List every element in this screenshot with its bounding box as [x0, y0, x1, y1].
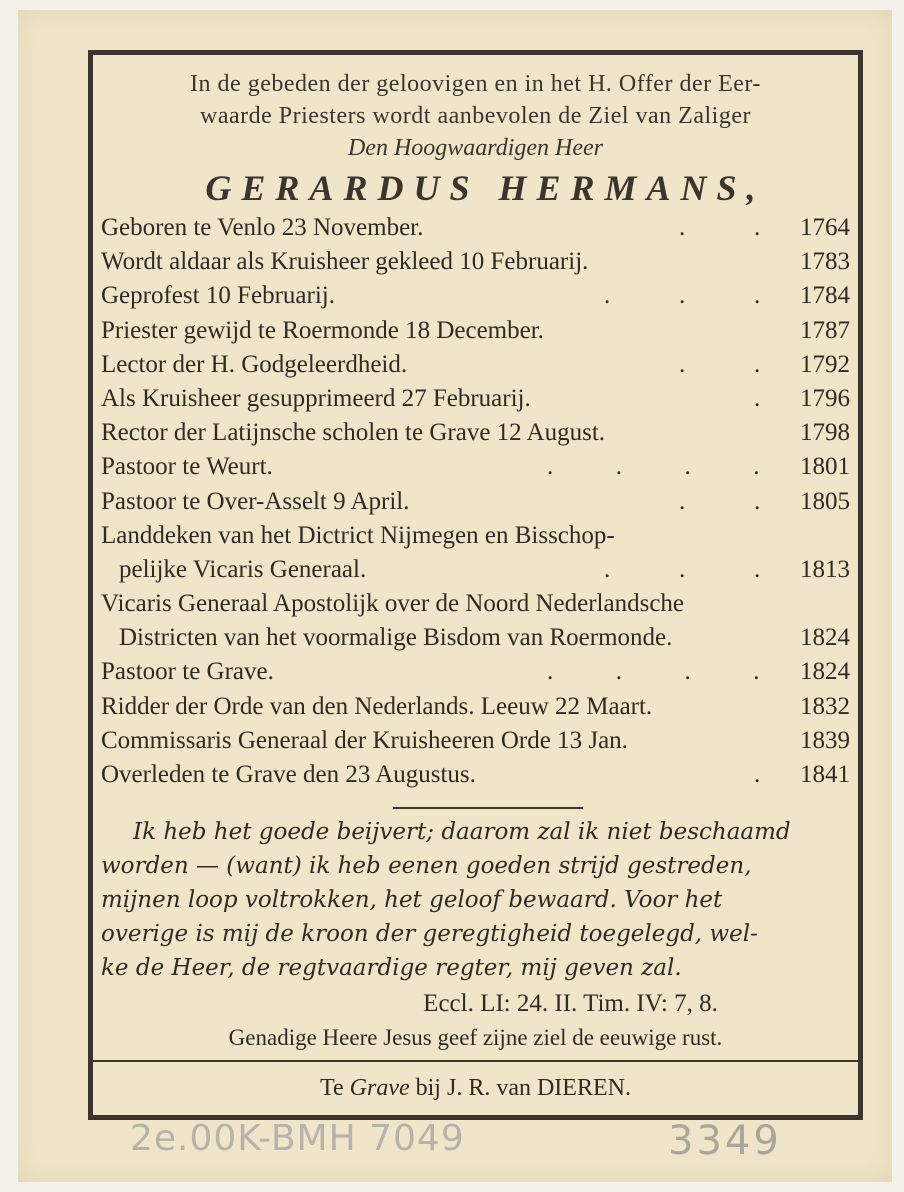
leader-dots: . . . .	[547, 453, 760, 481]
career-year: 1841	[800, 761, 850, 788]
quote-line: overige is mij de kroon der geregtigheid toegelegd, wel-	[101, 921, 758, 947]
career-event: Ridder der Orde van den Nederlands. Leeuw 22 Maart.	[101, 692, 653, 720]
career-year: 1792	[800, 350, 850, 378]
deceased-name: GERARDUS HERMANS,	[205, 168, 766, 208]
career-event: Commissaris Generaal der Kruisheeren Orde 13 Jan.	[101, 726, 628, 754]
printer-place: Grave	[349, 1075, 410, 1101]
quote-line: Ik heb het goede beijvert; daarom zal ik niet beschaamd	[133, 819, 791, 845]
career-row	[101, 245, 850, 279]
career-row	[101, 758, 850, 792]
leader-dots: . .	[679, 487, 761, 515]
leader-dots: . .	[679, 350, 761, 378]
quote-line: ke de Heer, de regtvaardige regter, mij geven zal.	[101, 955, 682, 981]
career-event: Vicaris Generaal Apostolijk over de Noord Nederlandsche	[101, 590, 685, 618]
divider-full	[93, 1060, 858, 1062]
career-row	[101, 724, 850, 758]
career-year: 1798	[800, 419, 850, 447]
career-year: 1796	[800, 384, 850, 412]
career-year: 1839	[800, 726, 850, 754]
career-year: 1832	[800, 692, 850, 720]
leader-dots: . . .	[604, 555, 761, 583]
scripture-quote	[101, 815, 850, 985]
career-year: 1805	[800, 487, 850, 515]
career-event: Priester gewijd te Roermonde 18 December.	[101, 316, 544, 344]
career-event: Overleden te Grave den 23 Augustus.	[101, 761, 476, 788]
archive-handwritten-code: 2e.00K-BMH 7049	[130, 1118, 465, 1159]
printer-suffix: bij J. R. van DIEREN.	[415, 1075, 631, 1101]
career-event: Rector der Latijnsche scholen te Grave 12 August.	[101, 419, 606, 447]
career-year: 1764	[800, 214, 850, 241]
career-row	[101, 314, 850, 348]
career-row	[101, 690, 850, 724]
career-year: 1813	[800, 555, 850, 583]
career-row	[101, 279, 850, 313]
leader-dots: .	[754, 384, 761, 412]
career-row	[101, 553, 850, 587]
leader-dots: . .	[679, 214, 761, 241]
leader-dots: . . . .	[547, 658, 760, 686]
career-year: 1801	[800, 453, 850, 481]
career-event: Pastoor te Grave.	[101, 658, 274, 686]
printer-prefix: Te	[320, 1075, 344, 1101]
leader-dots: . . .	[604, 282, 761, 310]
closing-prayer: Genadige Heere Jesus geef zijne ziel de eeuwige rust.	[228, 1025, 723, 1050]
career-row	[101, 348, 850, 382]
career-row	[101, 416, 850, 450]
career-list	[101, 211, 850, 792]
career-event: Als Kruisheer gesupprimeerd 27 Februarij.	[101, 384, 531, 412]
career-year: 1824	[800, 658, 850, 686]
divider-short	[393, 807, 583, 809]
career-year: 1784	[800, 282, 850, 310]
career-year: 1824	[800, 624, 850, 652]
printer-line	[93, 1075, 858, 1102]
career-year: 1787	[800, 316, 850, 344]
quote-line: worden — (want) ik heb eenen goeden strijd gestreden,	[101, 853, 752, 879]
career-year: 1783	[800, 248, 850, 276]
career-row	[101, 655, 850, 689]
card-frame	[88, 50, 863, 1120]
career-event: Geboren te Venlo 23 November.	[101, 214, 424, 241]
leader-dots: .	[754, 761, 761, 788]
scripture-reference: Eccl. LI: 24. II. Tim. IV: 7, 8.	[423, 990, 718, 1017]
career-event: Districten van het voormalige Bisdom van Roermonde.	[119, 624, 673, 652]
header-line-1: In de gebeden der geloovigen en in het H. Offer der Eer-	[190, 71, 761, 97]
career-row	[101, 382, 850, 416]
career-row	[101, 211, 850, 245]
career-event: Wordt aldaar als Kruisheer gekleed 10 Februarij.	[101, 248, 589, 276]
career-event: Geprofest 10 Februarij.	[101, 282, 335, 310]
career-row	[101, 519, 850, 553]
memorial-card	[18, 10, 892, 1182]
career-row	[101, 450, 850, 484]
career-row	[101, 621, 850, 655]
career-event: Pastoor te Over-Asselt 9 April.	[101, 487, 410, 515]
header-title: Den Hoogwaardigen Heer	[347, 135, 604, 161]
career-row	[101, 587, 850, 621]
header-line-2: waarde Priesters wordt aanbevolen de Ziel van Zaliger	[200, 103, 751, 129]
quote-line: mijnen loop voltrokken, het geloof bewaard. Voor het	[101, 887, 723, 913]
career-event: pelijke Vicaris Generaal.	[119, 555, 367, 583]
career-event: Landdeken van het Dictrict Nijmegen en Bisschop-	[101, 521, 615, 549]
archive-handwritten-number: 3349	[668, 1118, 782, 1164]
career-row	[101, 485, 850, 519]
career-event: Pastoor te Weurt.	[101, 453, 273, 481]
career-event: Lector der H. Godgeleerdheid.	[101, 350, 408, 378]
